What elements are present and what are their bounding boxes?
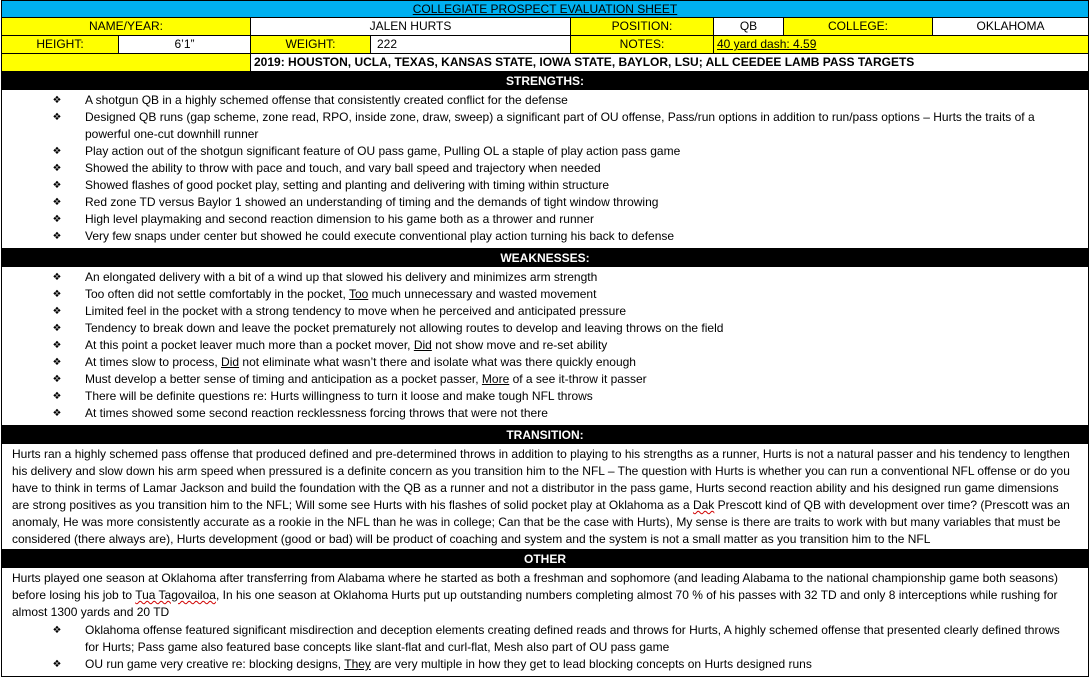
other-header: OTHER — [2, 550, 1088, 568]
weakness-item — [2, 286, 1088, 303]
other-item — [2, 656, 1088, 673]
weakness-item-underlined: Did — [221, 355, 240, 369]
transition-text: Hurts ran a highly schemed pass offense that produced defined and pre-determined throws in addition to playing to his strengths as a runner, Hurts is not a natural passer and his tendency to lengthen his delivery and slow down his arm speed when pressured is a definite concern as you transition him to the NFL – The question with Hurts is whether you can run a conventional NFL offense or do you have to think in terms of Lamar Jackson and build the foundation with the QB as a runner and not a distributor in the pass game, Hurts second reaction ability and his designed run game dimensions are strong positives as you transition him to the NFL; Will some see Hurts with his flashes of solid pocket play at Oklahoma as a Dak Prescott kind of QB with development over time? (Prescott was an anomaly, He was more consistently accurate as a rookie in the NFL than he was in college; Can that be the case with Hurts), My sense is there are traits to work with but many variables that must be considered (there always are), Hurts development (good or bad) will be product of coaching and system and the system is not a small matter as you transition him to the NFL — [2, 444, 1088, 550]
weakness-item-text: An elongated delivery with a bit of a wind up that slowed his delivery and minimizes arm strength — [85, 270, 598, 284]
diamond-bullet-icon: ❖ — [52, 272, 62, 283]
position-label: POSITION: — [571, 18, 714, 35]
diamond-bullet-icon: ❖ — [52, 95, 62, 106]
diamond-bullet-icon: ❖ — [52, 231, 62, 242]
weakness-item — [2, 303, 1088, 320]
notes-text: 40 yard dash: 4.59 — [717, 37, 817, 51]
height-value: 6’1” — [119, 36, 251, 53]
diamond-bullet-icon: ❖ — [52, 408, 62, 419]
weakness-item-text: Must develop a better sense of timing and anticipation as a pocket passer, — [85, 372, 482, 386]
strengths-list — [2, 90, 1088, 249]
weight-label: WEIGHT: — [251, 36, 371, 53]
strength-item — [2, 194, 1088, 211]
weakness-item — [2, 337, 1088, 354]
weakness-item-underlined: More — [481, 372, 510, 386]
strength-item — [2, 211, 1088, 228]
name-value: JALEN HURTS — [251, 18, 571, 35]
weakness-item — [2, 320, 1088, 337]
other-list — [2, 622, 1088, 676]
weaknesses-list — [2, 267, 1088, 426]
diamond-bullet-icon: ❖ — [52, 625, 62, 636]
name-row — [2, 18, 1088, 36]
college-value: OKLAHOMA — [976, 19, 1045, 33]
diamond-bullet-icon: ❖ — [52, 357, 62, 368]
strength-item-text: High level playmaking and second reaction dimension to his game both as a thrower and runner — [85, 212, 594, 226]
strength-item — [2, 92, 1088, 109]
weakness-item — [2, 388, 1088, 405]
diamond-bullet-icon: ❖ — [52, 197, 62, 208]
college-label: COLLEGE: — [784, 18, 933, 35]
diamond-bullet-icon: ❖ — [52, 340, 62, 351]
diamond-bullet-icon: ❖ — [52, 163, 62, 174]
weakness-item-text: Tendency to break down and leave the pocket prematurely not allowing routes to develop and leaving throws on the field — [85, 321, 724, 335]
strength-item-text: A shotgun QB in a highly schemed offense that consistently created conflict for the defense — [85, 93, 568, 107]
strength-item-text: Play action out of the shotgun significant feature of OU pass game, Pulling OL a staple of play action pass game — [85, 144, 681, 158]
name-label: NAME/YEAR: — [2, 18, 251, 35]
weakness-item-text: There will be definite questions re: Hurts willingness to turn it loose and make tough NFL throws — [85, 389, 593, 403]
strength-item — [2, 143, 1088, 160]
diamond-bullet-icon: ❖ — [52, 289, 62, 300]
diamond-bullet-icon: ❖ — [52, 112, 62, 123]
games-row — [2, 54, 1088, 72]
other-item-underlined: They — [344, 657, 371, 671]
diamond-bullet-icon: ❖ — [52, 214, 62, 225]
strength-item-text: Red zone TD versus Baylor 1 showed an understanding of timing and the demands of tight window throwing — [85, 195, 659, 209]
strength-item — [2, 109, 1088, 143]
weakness-item — [2, 269, 1088, 286]
other-item-text: are very multiple in how they get to lead blocking concepts on Hurts designed runs — [370, 657, 812, 671]
weakness-item — [2, 354, 1088, 371]
weakness-item-text: At times showed some second reaction recklessness forcing throws that were not there — [85, 406, 548, 420]
measurements-row — [2, 36, 1088, 54]
diamond-bullet-icon: ❖ — [52, 659, 62, 670]
diamond-bullet-icon: ❖ — [52, 180, 62, 191]
evaluation-sheet — [1, 0, 1089, 677]
other-item-text: Oklahoma offense featured significant misdirection and deception elements creating defined reads and throws for Hurts, A highly schemed offense that presented clearly defined throws for Hurts; Pass game also featured base concepts like slant-flat and curl-flat, Mesh also part of OU pass game — [85, 623, 1060, 654]
misspelled-word: Dak — [692, 498, 715, 512]
weakness-item-text: not show move and re-set ability — [431, 338, 608, 352]
transition-header: TRANSITION: — [2, 426, 1088, 444]
weight-value: 222 — [371, 36, 571, 53]
weakness-item-text: much unnecessary and wasted movement — [368, 287, 597, 301]
strength-item-text: Very few snaps under center but showed he could execute conventional play action turning his back to defense — [85, 229, 675, 243]
weakness-item-underlined: Too — [348, 287, 369, 301]
strength-item-text: Showed the ability to throw with pace and touch, and vary ball speed and trajectory when needed — [85, 161, 601, 175]
other-item-text: OU run game very creative re: blocking designs, — [85, 657, 345, 671]
other-item — [2, 622, 1088, 656]
notes-label: NOTES: — [571, 36, 714, 53]
position-value: QB — [714, 18, 784, 35]
weakness-item-text: At this point a pocket leaver much more than a pocket mover, — [85, 338, 414, 352]
weakness-item-text: not eliminate what wasn’t there and isolate what was there quickly enough — [239, 355, 636, 369]
strength-item — [2, 228, 1088, 245]
weakness-item-underlined: Did — [413, 338, 432, 352]
strength-item — [2, 160, 1088, 177]
weakness-item — [2, 405, 1088, 422]
weakness-item-text: of a see it-throw it passer — [509, 372, 647, 386]
strengths-header: STRENGTHS: — [2, 72, 1088, 90]
strength-item — [2, 177, 1088, 194]
other-text: Hurts played one season at Oklahoma after transferring from Alabama where he started as both a freshman and sophomore (and leading Alabama to the national championship game both seasons) before losing his job to Tua Tagovailoa, In his one season at Oklahoma Hurts put up outstanding numbers completing almost 70 % of his passes with 32 TD and only 8 interceptions while rushing for almost 1300 yards and 20 TD — [12, 571, 1058, 619]
weakness-item-text: At times slow to process, — [85, 355, 222, 369]
diamond-bullet-icon: ❖ — [52, 391, 62, 402]
diamond-bullet-icon: ❖ — [52, 306, 62, 317]
height-label: HEIGHT: — [2, 36, 119, 53]
games-label-blank — [2, 54, 251, 71]
notes-value — [714, 36, 1088, 53]
strength-item-text: Showed flashes of good pocket play, setting and planting and delivering with timing within structure — [85, 178, 610, 192]
weakness-item-text: Too often did not settle comfortably in the pocket, — [85, 287, 349, 301]
title-row — [2, 1, 1088, 18]
weakness-item — [2, 371, 1088, 388]
weakness-item-text: Limited feel in the pocket with a strong tendency to move when he perceived and anticipated pressure — [85, 304, 626, 318]
diamond-bullet-icon: ❖ — [52, 374, 62, 385]
misspelled-word: Tua Tagovailoa — [135, 588, 216, 602]
strength-item-text: Designed QB runs (gap scheme, zone read, RPO, inside zone, draw, sweep) a significant part of OU offense, Pass/run options in addition to run/pass options – Hurts the traits of a powerful one-cut downhill runner — [85, 110, 1035, 141]
sheet-title: COLLEGIATE PROSPECT EVALUATION SHEET — [2, 1, 1088, 17]
diamond-bullet-icon: ❖ — [52, 146, 62, 157]
games-evaluated: 2019: HOUSTON, UCLA, TEXAS, KANSAS STATE, IOWA STATE, BAYLOR, LSU; ALL CEEDEE LAMB PASS TARGETS — [254, 55, 915, 69]
diamond-bullet-icon: ❖ — [52, 323, 62, 334]
weaknesses-header: WEAKNESSES: — [2, 249, 1088, 267]
